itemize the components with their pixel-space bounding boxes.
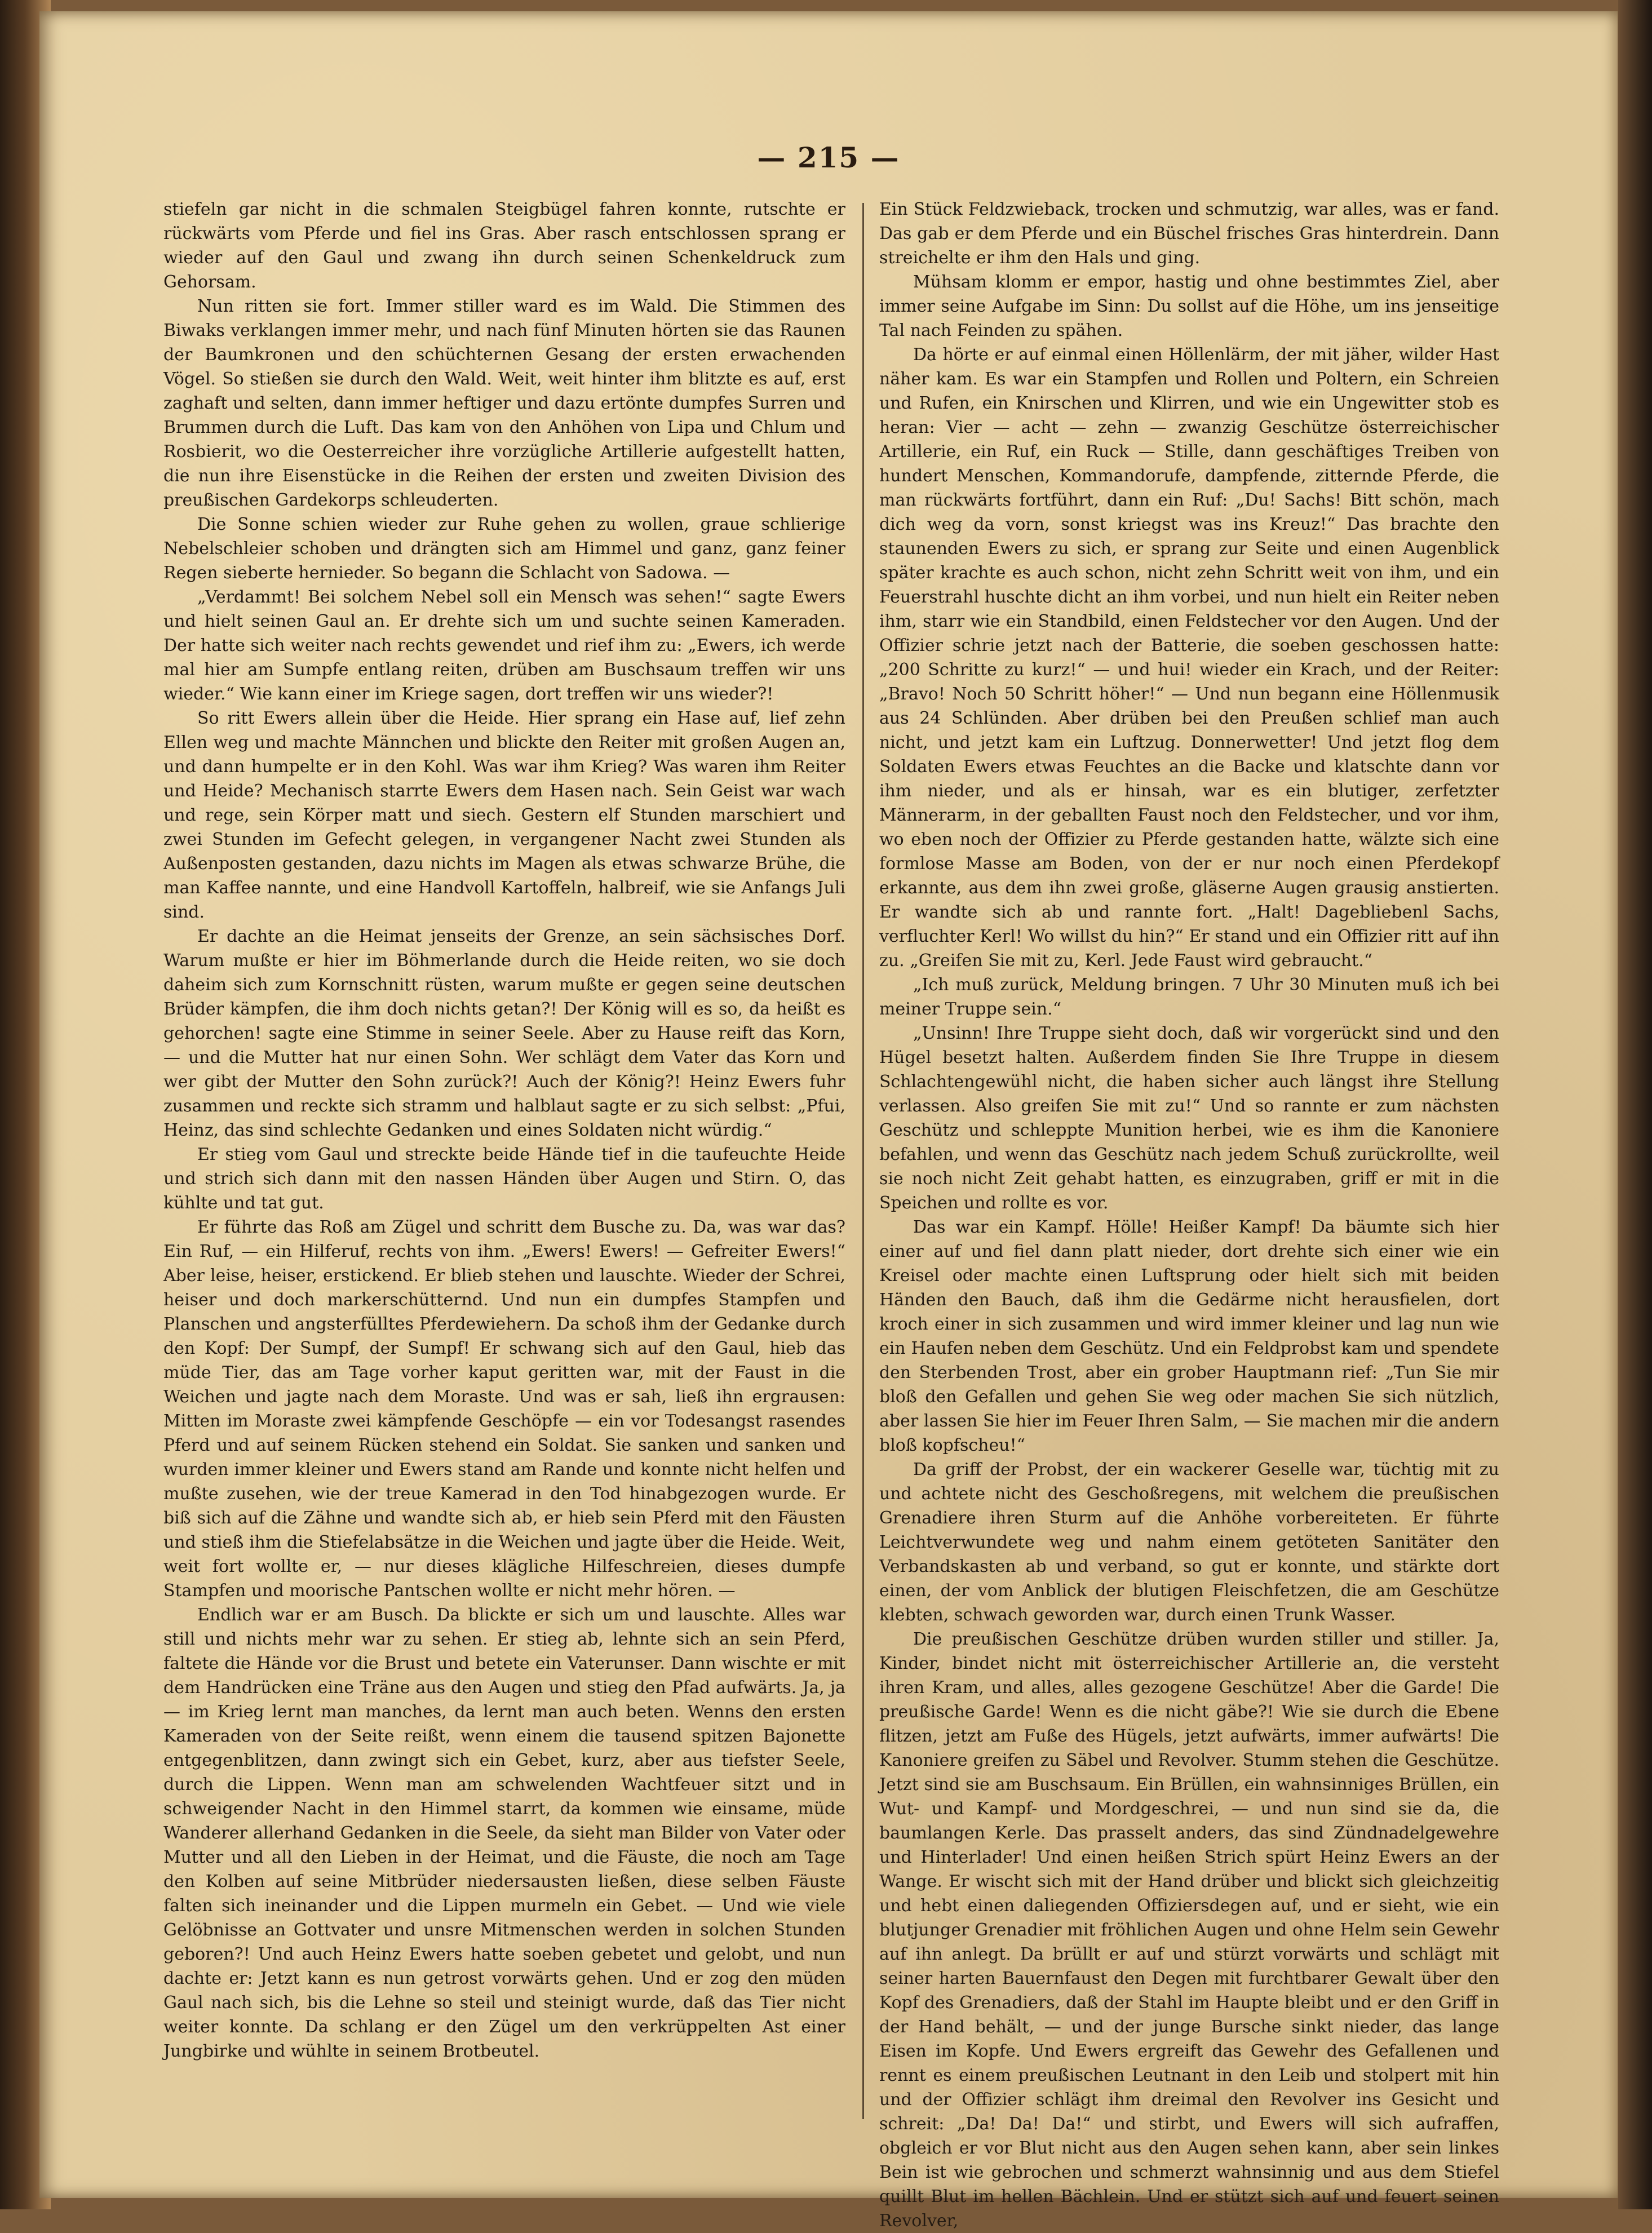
paragraph: Er dachte an die Heimat jenseits der Grenze, an sein sächsisches Dorf. Warum mußte er hier im Böhmerlande durch die Heide reiten, wo sie doch daheim sich zum Kornschnitt rüsten, warum mußte er gegen seine deutschen Brüder kämpfen, die ihm doch nichts getan?! Der König will es so, da heißt es gehorchen! sagte eine Stimme in seiner Seele. Aber zu Hause reift das Korn, — und die Mutter hat nur einen Sohn. Wer schlägt dem Vater das Korn und wer gibt der Mutter den Sohn zurück?! Auch der König?! Heinz Ewers fuhr zusammen und reckte sich stramm und halblaut sagte er zu sich selbst: „Pfui, Heinz, das sind schlechte Gedanken und eines Soldaten nicht würdig.“	[163, 927, 845, 1140]
paragraph: „Verdammt! Bei solchem Nebel soll ein Mensch was sehen!“ sagte Ewers und hielt seinen Gaul an. Er drehte sich um und suchte seinen Kameraden. Der hatte sich weiter nach rechts gewendet und rief ihm zu: „Ewers, ich werde mal hier am Sumpfe entlang reiten, drüben am Buschsaum treffen wir uns wieder.“ Wie kann einer im Kriege sagen, dort treffen wir uns wieder?!	[163, 587, 845, 704]
paragraph: Er stieg vom Gaul und streckte beide Hände tief in die taufeuchte Heide und strich sich dann mit den nassen Händen über Augen und Stirn. O, das kühlte und tat gut.	[163, 1145, 845, 1213]
paragraph: stiefeln gar nicht in die schmalen Steigbügel fahren konnte, rutschte er rückwärts vom Pferde und fiel ins Gras. Aber rasch entschlossen sprang er wieder auf den Gaul und zwang ihn durch seinen Schenkeldruck zum Gehorsam.	[163, 200, 845, 292]
paragraph: Endlich war er am Busch. Da blickte er sich um und lauschte. Alles war still und nichts mehr war zu sehen. Er stieg ab, lehnte sich an sein Pferd, faltete die Hände vor die Brust und betete ein Vaterunser. Dann wischte er mit dem Handrücken eine Träne aus den Augen und stieg den Pfad aufwärts. Ja, ja — im Krieg lernt man manches, da lernt man auch beten. Wenns den ersten Kameraden von der Seite reißt, wenn einem die tausend spitzen Bajonette entgegenblitzen, dann zwingt sich ein Gebet, kurz, aber aus tiefster Seele, durch die Lippen. Wenn man am schwelenden Wachtfeuer sitzt und in schweigender Nacht in den Himmel starrt, da kommen wie einsame, müde Wanderer allerhand Gedanken in die Seele, da sieht man Bilder von Vater oder Mutter und all den Lieben in der Heimat, und die Fäuste, die noch am Tage den Kolben auf seine Mitbrüder niedersausten ließen, diese selben Fäuste falten sich ineinander und die Lippen murmeln ein Gebet. — Und wie viele Gelöbnisse an Gottvater und unsre Mitmenschen werden in solchen Stunden geboren?! Und auch Heinz Ewers hatte soeben gebetet und gelobt, und nun dachte er: Jetzt kann es nun getrost vorwärts gehen. Und er zog den müden Gaul nach sich, bis die Lehne so steil und steinigt wurde, daß das Tier nicht weiter konnte. Da schlang er den Zügel um den verkrüppelten Ast einer Jungbirke und wühlte in seinem Brotbeutel.	[163, 1605, 845, 2061]
paragraph: Da griff der Probst, der ein wackerer Geselle war, tüchtig mit zu und achtete nicht des Geschoßregens, mit welchem die preußischen Grenadiere ihren Sturm auf die Anhöhe vorbereiteten. Er führte Leichtverwundete weg und nahm einem getöteten Sanitäter den Verbandskasten ab und verband, so gut er konnte, und stärkte dort einen, der vom Anblick der blutigen Fleischfetzen, die am Geschütze klebten, schwach geworden war, durch einen Trunk Wasser.	[879, 1460, 1499, 1625]
paragraph: „Ich muß zurück, Meldung bringen. 7 Uhr 30 Minuten muß ich bei meiner Truppe sein.“	[879, 975, 1499, 1019]
column-divider	[862, 203, 864, 2119]
left-column	[163, 197, 845, 2130]
paragraph: Nun ritten sie fort. Immer stiller ward es im Wald. Die Stimmen des Biwaks verklangen immer mehr, und nach fünf Minuten hörten sie das Raunen der Baumkronen und den schüchternen Gesang der ersten erwachenden Vögel. So stießen sie durch den Wald. Weit, weit hinter ihm blitzte es auf, erst zaghaft und selten, dann immer heftiger und dazu ertönte dumpfes Surren und Brummen durch die Luft. Das kam von den Anhöhen von Lipa und Chlum und Rosbierit, wo die Oesterreicher ihre vorzügliche Artillerie aufgestellt hatten, die nun ihre Eisenstücke in die Reihen der ersten und zweiten Division des preußischen Gardekorps schleuderten.	[163, 296, 845, 510]
paragraph: „Unsinn! Ihre Truppe sieht doch, daß wir vorgerückt sind und den Hügel besetzt halten. Außerdem finden Sie Ihre Truppe in diesem Schlachtengewühl nicht, die haben sicher auch längst ihre Stellung verlassen. Also greifen Sie mit zu!“ Und so rannte er zum nächsten Geschütz und schleppte Munition herbei, wie es ihm die Kanoniere befahlen, und wenn das Geschütz nach jedem Schuß zurückrollte, weil sie noch nicht Zeit gehabt hatten, es einzugraben, griff er mit in die Speichen und rollte es vor.	[879, 1024, 1499, 1213]
paragraph: Mühsam klomm er empor, hastig und ohne bestimmtes Ziel, aber immer seine Aufgabe im Sinn: Du sollst auf die Höhe, um ins jenseitige Tal nach Feinden zu spähen.	[879, 272, 1499, 340]
paragraph: Da hörte er auf einmal einen Höllenlärm, der mit jäher, wilder Hast näher kam. Es war ein Stampfen und Rollen und Poltern, ein Schreien und Rufen, ein Knirschen und Klirren, und wie ein Ungewitter stob es heran: Vier — acht — zehn — zwanzig Geschütze österreichischer Artillerie, ein Ruf, ein Ruck — Stille, dann geschäftiges Treiben von hundert Menschen, Kommandorufe, dampfende, zitternde Pferde, die man rückwärts fortführt, dann ein Ruf: „Du! Sachs! Bitt schön, mach dich weg da vorn, sonst kriegst was ins Kreuz!“ Das brachte den staunenden Ewers zu sich, er sprang zur Seite und einen Augenblick später krachte es auch schon, nicht zehn Schritt weit von ihm, und ein Feuerstrahl huschte dicht an ihm vorbei, und nun hielt ein Reiter neben ihm, starr wie ein Standbild, einen Feldstecher vor den Augen. Und der Offizier schrie jetzt nach der Batterie, die soeben geschossen hatte: „200 Schritte zu kurz!“ — und hui! wieder ein Krach, und der Reiter: „Bravo! Noch 50 Schritt höher!“ — Und nun begann eine Höllenmusik aus 24 Schlünden. Aber drüben bei den Preußen schlief man auch nicht, und jetzt kam ein Luftzug. Donnerwetter! Und jetzt flog dem Soldaten Ewers etwas Feuchtes an die Backe und klatschte dann vor ihm nieder, und als er hinsah, war es ein blutiger, zerfetzter Männerarm, in der geballten Faust noch den Feldstecher, und vor ihm, wo eben noch der Offizier zu Pferde gestanden hatte, wälzte sich eine formlose Masse am Boden, von der er nur noch einen Pferdekopf erkannte, aus dem ihn zwei große, gläserne Augen grausig anstierten. Er wandte sich ab und rannte fort. „Halt! Dagebliebenl Sachs, verfluchter Kerl! Wo willst du hin?“ Er stand und ein Offizier ritt auf ihn zu. „Greifen Sie mit zu, Kerl. Jede Faust wird gebraucht.“	[879, 345, 1499, 971]
paragraph: Ein Stück Feldzwieback, trocken und schmutzig, war alles, was er fand. Das gab er dem Pferde und ein Büschel frisches Gras hinterdrein. Dann streichelte er ihm den Hals und ging.	[879, 200, 1499, 268]
page-number: — 215 —	[757, 141, 900, 174]
paragraph: Die Sonne schien wieder zur Ruhe gehen zu wollen, graue schlierige Nebelschleier schoben und drängten sich am Himmel und ganz, ganz feiner Regen sieberte hernieder. So begann die Schlacht von Sadowa. —	[163, 515, 845, 583]
paragraph: So ritt Ewers allein über die Heide. Hier sprang ein Hase auf, lief zehn Ellen weg und machte Männchen und blickte den Reiter mit großen Augen an, und dann humpelte er in den Kohl. Was war ihm Krieg? Was waren ihm Reiter und Heide? Mechanisch starrte Ewers dem Hasen nach. Sein Geist war wach und rege, sein Körper matt und siech. Gestern elf Stunden marschiert und zwei Stunden im Gefecht gelegen, in vergangener Nacht zwei Stunden als Außenposten gestanden, dazu nichts im Magen als etwas schwarze Brühe, die man Kaffee nannte, und eine Handvoll Kartoffeln, halbreif, wie sie Anfangs Juli sind.	[163, 708, 845, 922]
paragraph: Er führte das Roß am Zügel und schritt dem Busche zu. Da, was war das? Ein Ruf, — ein Hilferuf, rechts von ihm. „Ewers! Ewers! — Gefreiter Ewers!“ Aber leise, heiser, erstickend. Er blieb stehen und lauschte. Wieder der Schrei, heiser und doch markerschütternd. Und nun ein dumpfes Stampfen und Planschen und angsterfülltes Pferdewiehern. Da schoß ihm der Gedanke durch den Kopf: Der Sumpf, der Sumpf! Er schwang sich auf den Gaul, hieb das müde Tier, das am Tage vorher kaput geritten war, mit der Faust in die Weichen und jagte nach dem Moraste. Und was er sah, ließ ihn ergrausen: Mitten im Moraste zwei kämpfende Geschöpfe — ein vor Todesangst rasendes Pferd und auf seinem Rücken stehend ein Soldat. Sie sanken und sanken und wurden immer kleiner und Ewers stand am Rande und konnte nicht helfen und mußte zusehen, wie der treue Kamerad in den Tod hinabgezogen wurde. Er biß sich auf die Zähne und wandte sich ab, er hieb sein Pferd mit den Fäusten und stieß ihm die Stiefelabsätze in die Weichen und jagte über die Heide. Weit, weit fort wollte er, — nur dieses klägliche Hilfeschreien, dieses dumpfe Stampfen und moorische Pantschen wollte er nicht mehr hören. —	[163, 1217, 845, 1601]
book-edge-right	[1618, 0, 1652, 2209]
right-column	[879, 197, 1499, 2231]
paragraph: Das war ein Kampf. Hölle! Heißer Kampf! Da bäumte sich hier einer auf und fiel dann platt nieder, dort drehte sich einer wie ein Kreisel oder machte einen Luftsprung oder hielt sich mit beiden Händen den Bauch, daß ihm die Gedärme nicht herausfielen, dort kroch einer in sich zusammen und wird immer kleiner und lag nun wie ein Haufen neben dem Geschütz. Und ein Feldprobst kam und spendete den Sterbenden Trost, aber ein grober Hauptmann rief: „Tun Sie mir bloß den Gefallen und gehen Sie weg oder machen Sie sich nützlich, aber lassen Sie hier im Feuer Ihren Salm, — Sie machen mir die andern bloß kopfscheu!“	[879, 1217, 1499, 1455]
paragraph: Die preußischen Geschütze drüben wurden stiller und stiller. Ja, Kinder, bindet nicht mit österreichischer Artillerie an, die versteht ihren Kram, und alles, alles gezogene Geschütze! Aber die Garde! Die preußische Garde! Wenn es die nicht gäbe?! Wie sie durch die Ebene flitzen, jetzt am Fuße des Hügels, jetzt aufwärts, immer aufwärts! Die Kanoniere greifen zu Säbel und Revolver. Stumm stehen die Geschütze. Jetzt sind sie am Buschsaum. Ein Brüllen, ein wahnsinniges Brüllen, ein Wut- und Kampf- und Mordgeschrei, — und nun sind sie da, die baumlangen Kerle. Das prasselt anders, das sind Zündnadelgewehre und Hinterlader! Und einen heißen Strich spürt Heinz Ewers an der Wange. Er wischt sich mit der Hand drüber und blickt sich gleichzeitig und hebt einen daliegenden Offiziersdegen auf, und er sieht, wie ein blutjunger Grenadier mit fröhlichen Augen und ohne Helm sein Gewehr auf ihn anlegt. Da brüllt er auf und stürzt vorwärts und schlägt mit seiner harten Bauernfaust den Degen mit furchtbarer Gewalt über den Kopf des Grenadiers, daß der Stahl im Haupte bleibt und er den Griff in der Hand behält, — und der junge Bursche sinkt nieder, das lange Eisen im Kopfe. Und Ewers ergreift das Gewehr des Gefallenen und rennt es einem preußischen Leutnant in den Leib und stolpert mit hin und der Offizier schlägt ihm dreimal den Revolver ins Gesicht und schreit: „Da! Da! Da!“ und stirbt, und Ewers will sich aufraffen, obgleich er vor Blut nicht aus den Augen sehen kann, aber sein linkes Bein ist wie gebrochen und schmerzt wahnsinnig und aus dem Stiefel quillt Blut im hellen Bächlein. Und er stützt sich auf und feuert seinen Revolver,	[879, 1629, 1499, 2231]
book-page	[39, 11, 1618, 2231]
